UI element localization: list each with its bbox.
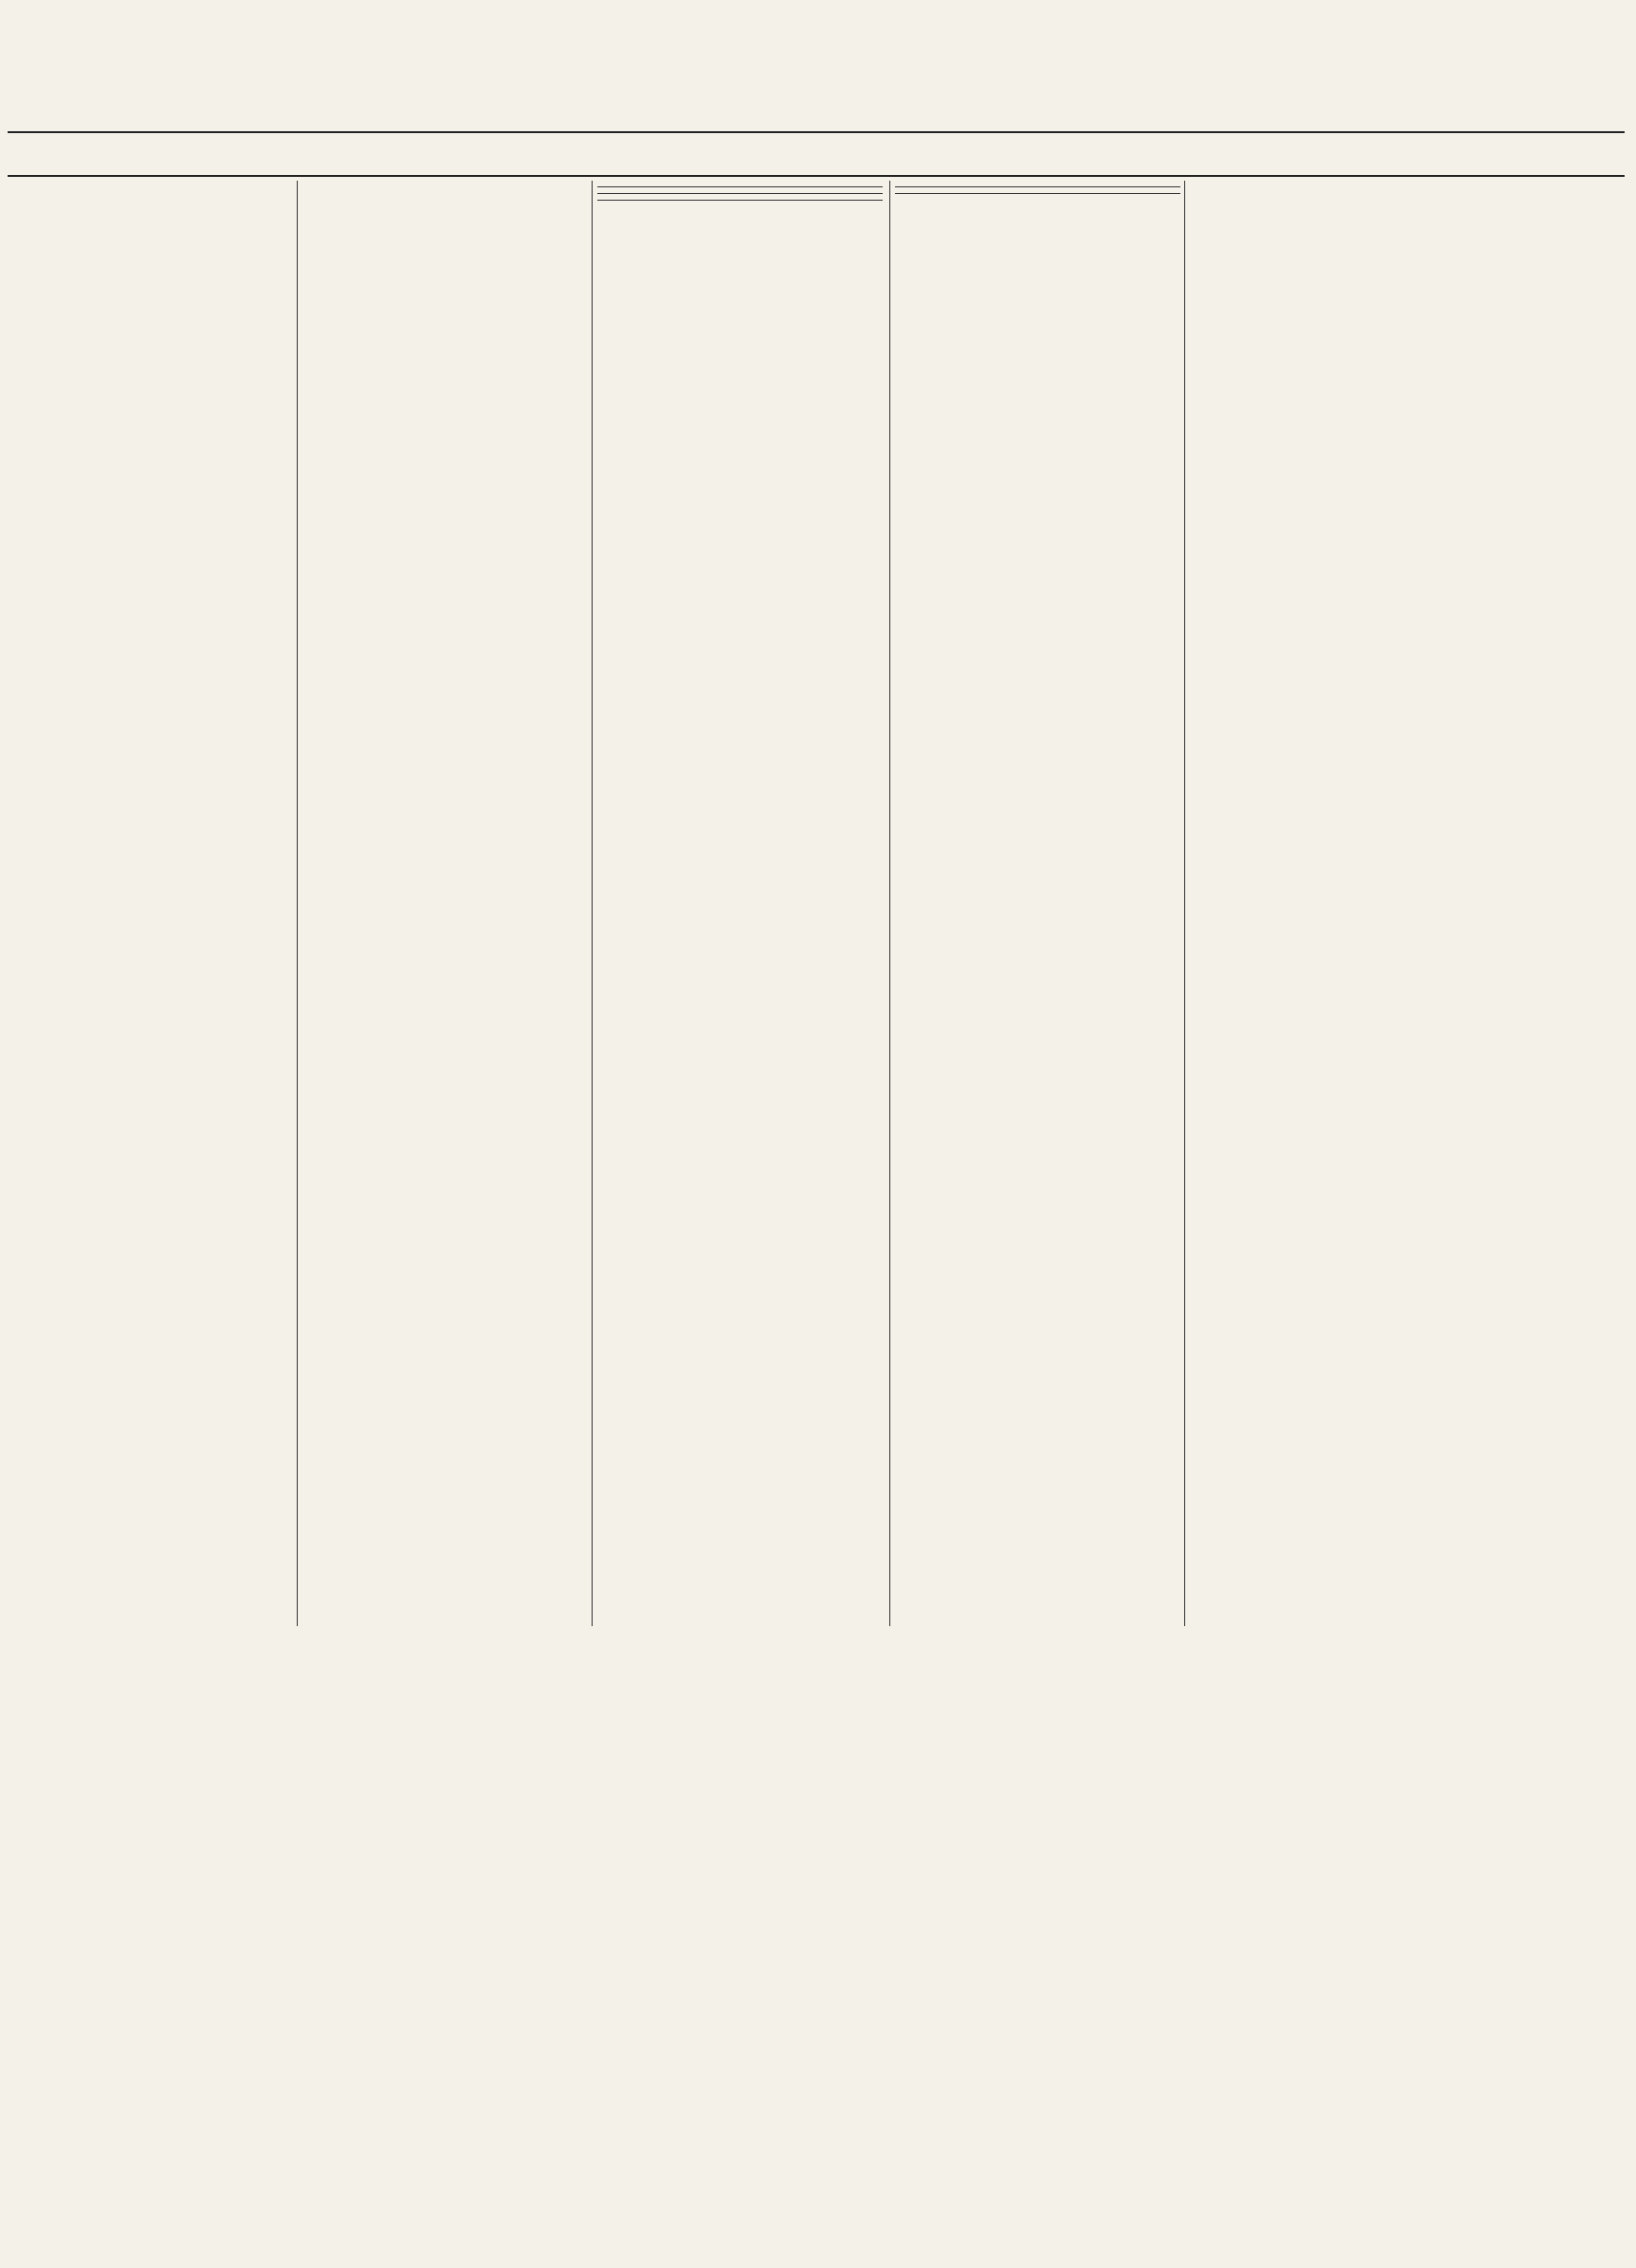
column-4 bbox=[895, 181, 1180, 1617]
header-top-rule bbox=[8, 131, 1625, 133]
column-rule bbox=[592, 181, 593, 1626]
separator bbox=[597, 186, 883, 187]
masthead-title bbox=[124, 2, 1531, 108]
deck-submersiveis-wrap bbox=[8, 297, 576, 335]
separator bbox=[597, 200, 883, 201]
article-submersiveis-header bbox=[8, 181, 576, 295]
column-2 bbox=[302, 342, 584, 1617]
separator bbox=[597, 193, 883, 194]
separator bbox=[895, 186, 1180, 187]
column-rule bbox=[297, 181, 298, 1626]
telephone-block bbox=[1113, 135, 1389, 173]
dateline bbox=[552, 135, 1084, 173]
separator bbox=[895, 193, 1180, 194]
column-1 bbox=[8, 342, 289, 1617]
issue-number bbox=[8, 135, 193, 173]
column-rule bbox=[889, 181, 890, 1626]
price bbox=[1398, 135, 1622, 173]
column-3 bbox=[597, 181, 883, 1617]
header-bottom-rule bbox=[8, 175, 1625, 177]
column-rule bbox=[1184, 181, 1185, 1626]
direction-block bbox=[200, 135, 447, 173]
